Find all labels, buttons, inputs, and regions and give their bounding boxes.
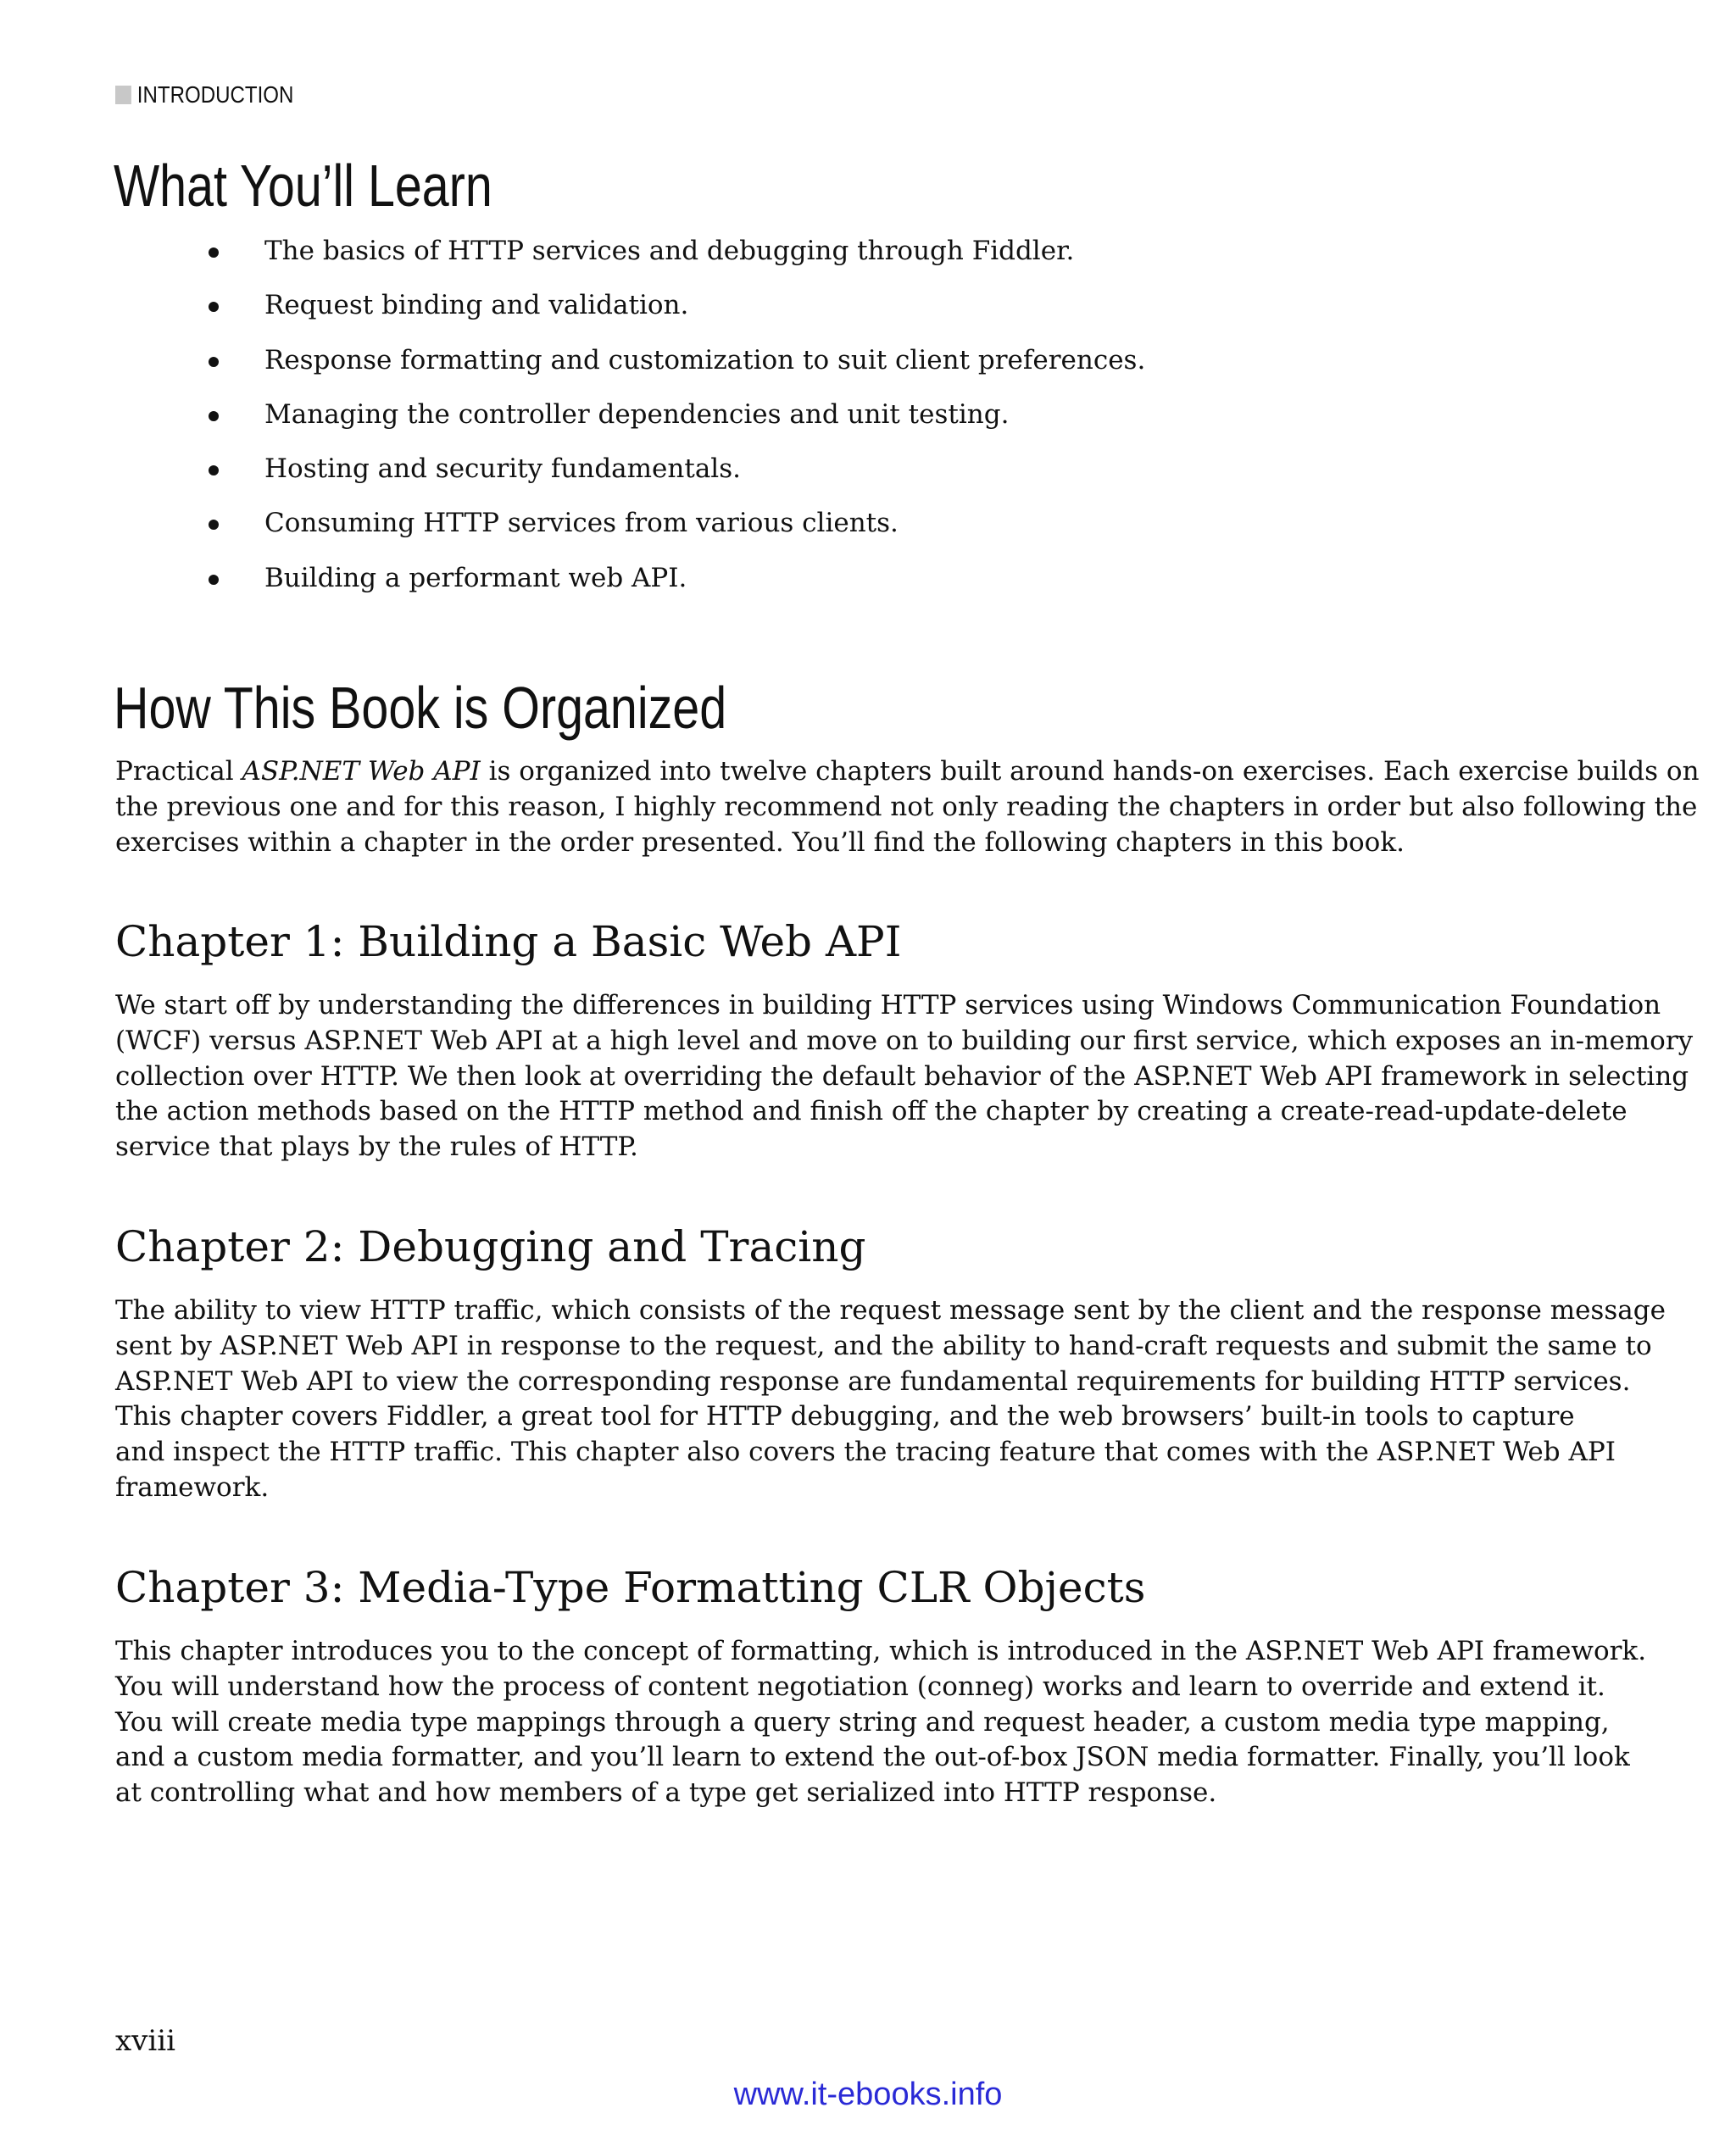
- list-item: Building a performant web API.: [203, 554, 1145, 609]
- organization-intro-paragraph: Practical ASP.NET Web API is organized into twelve chapters built around hands-on exercises. Each exercise builds on the previous one and for this reason, I highly recommend not only reading the chapters in order but also following the exercises within a chapter in the order presented. You’ll find the following chapters in this book.: [115, 756, 1700, 858]
- list-item: Request binding and validation.: [203, 281, 1145, 336]
- heading-how-this-book-is-organized: How This Book is Organized: [114, 675, 727, 741]
- list-item: Hosting and security fundamentals.: [203, 445, 1145, 499]
- running-head-marker: [115, 86, 131, 104]
- chapter-1-paragraph: We start off by understanding the differences in building HTTP services using Windows Communication Foundation (WCF) versus ASP.NET Web API at a high level and move on to building our first service, which exposes an in-memory collection over HTTP. We then look at overriding the default behavior of the ASP.NET Web API framework in selecting the action methods based on the HTTP method and finish off the chapter by creating a create-read-update-delete service that plays by the rules of HTTP.: [115, 990, 1694, 1163]
- chapter-2-paragraph: The ability to view HTTP traffic, which consists of the request message sent by the client and the response message sent by ASP.NET Web API in response to the request, and the ability to hand-craft requests and submit the same to ASP.NET Web API to view the corresponding response are fundamental requirements for building HTTP services. This chapter covers Fiddler, a great tool for HTTP debugging, and the web browsers’ built-in tools to capture and inspect the HTTP traffic. This chapter also covers the tracing feature that comes with the ASP.NET Web API framework.: [115, 1295, 1666, 1503]
- bullet-icon: [209, 302, 219, 312]
- bullet-icon: [209, 520, 219, 530]
- chapter-1-heading: Chapter 1: Building a Basic Web API: [115, 917, 902, 966]
- running-head: [115, 81, 293, 108]
- chapter-3-paragraph: This chapter introduces you to the concept of formatting, which is introduced in the ASP.NET Web API framework. You will understand how the process of content negotiation (conneg) works and learn to override and extend it. You will create media type mappings through a query string and request header, a custom media type mapping, and a custom media formatter, and you’ll learn to extend the out-of-box JSON media formatter. Finally, you’ll look at controlling what and how members of a type get serialized into HTTP response.: [115, 1636, 1647, 1809]
- list-item: Managing the controller dependencies and unit testing.: [203, 391, 1145, 445]
- bullet-icon: [209, 411, 219, 421]
- chapter-2-heading: Chapter 2: Debugging and Tracing: [115, 1222, 866, 1271]
- bullet-icon: [209, 357, 219, 367]
- bullet-icon: [209, 575, 219, 585]
- bullet-icon: [209, 465, 219, 475]
- page-number: xviii: [115, 2024, 176, 2058]
- running-head-label: INTRODUCTION: [136, 81, 294, 108]
- book-title-italic: ASP.NET Web API: [242, 756, 481, 787]
- chapter-3-heading: Chapter 3: Media-Type Formatting CLR Objects: [115, 1563, 1146, 1612]
- learn-bullet-list: [203, 227, 1145, 609]
- heading-what-youll-learn: What You’ll Learn: [114, 153, 492, 219]
- footer-website-link[interactable]: www.it-ebooks.info: [733, 2077, 1003, 2112]
- bullet-icon: [209, 247, 219, 258]
- list-item: Response formatting and customization to suit client preferences.: [203, 336, 1145, 391]
- list-item: The basics of HTTP services and debugging through Fiddler.: [203, 227, 1145, 281]
- list-item: Consuming HTTP services from various clients.: [203, 499, 1145, 553]
